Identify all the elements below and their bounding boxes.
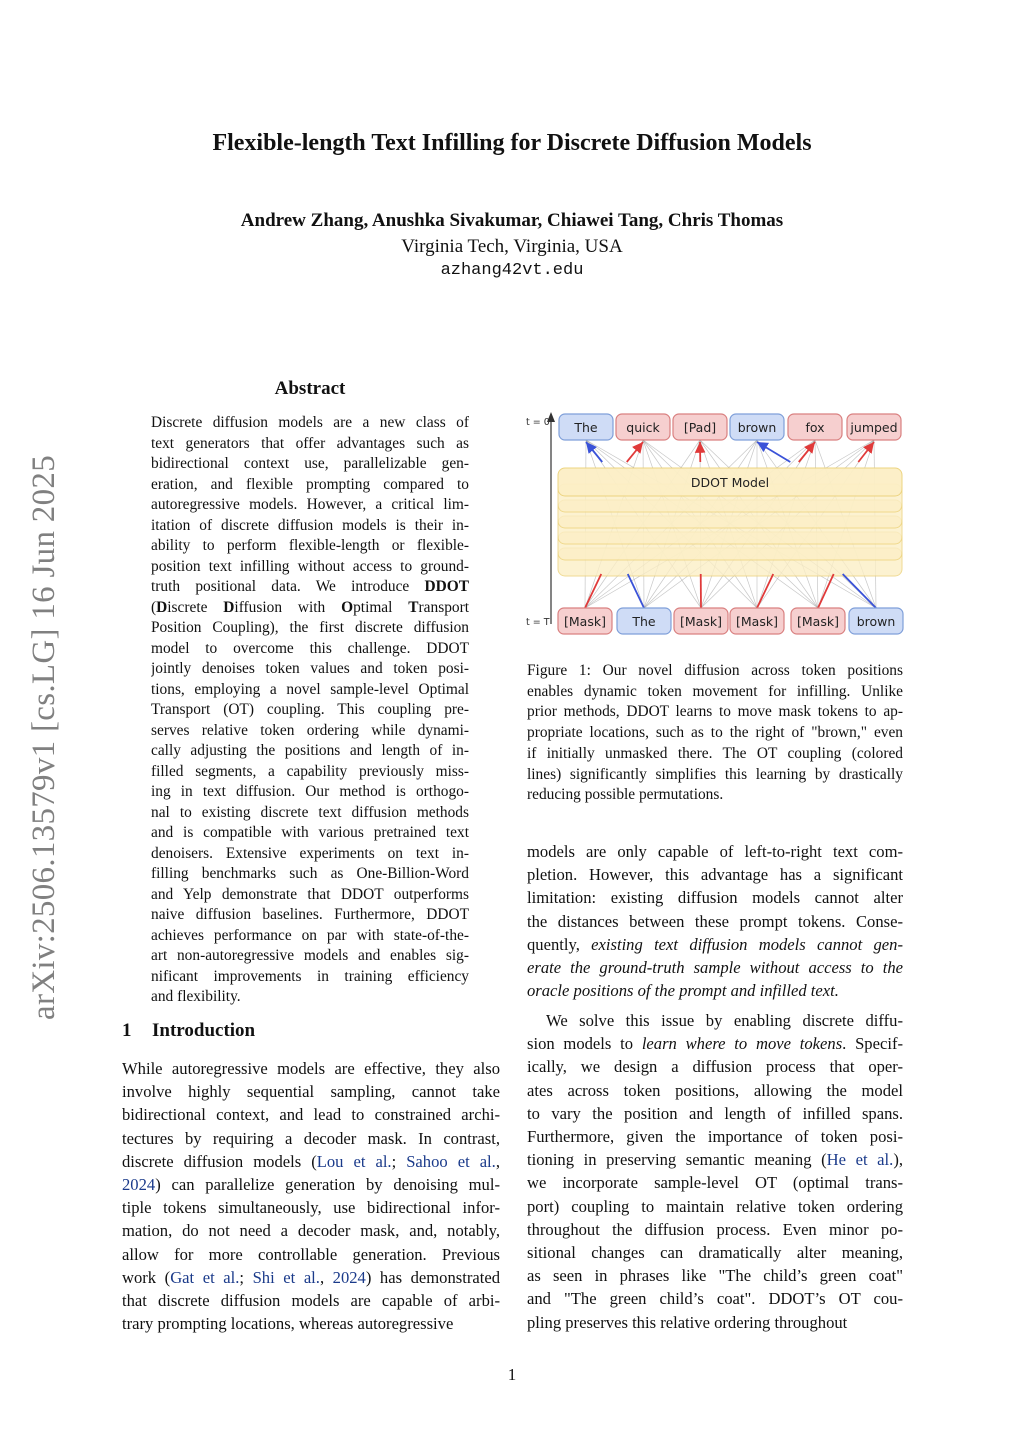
text-line: Discrete diffusion models are a new class of [151,414,469,431]
text-line: autoregressive models. However, a critical lim- [151,496,469,513]
token-text: The [632,614,656,629]
text-line: filled segments, a capability previously miss- [151,762,469,780]
noised-input-token [730,608,784,634]
figure-1 [520,406,910,647]
text-line: work (Gat et al.; Shi et al., 2024) has demonstrated [122,1267,500,1287]
text-line: limitation: existing diffusion models cannot alter [527,888,903,908]
text-line: filling benchmarks such as One-Billion-Word [151,865,469,882]
section-title: Introduction [152,1020,256,1041]
token-text: [Mask] [564,614,606,629]
text-line: and flexibility. [151,988,241,1005]
text-line: erate the ground-truth sample without access to the [527,958,903,978]
text-line: ability to perform flexible-length or flexible- [151,537,469,554]
text-line: sion models to learn where to move tokens. Specif- [527,1034,903,1054]
text-line: nificant improvements in training efficiency [151,967,469,985]
output-token [847,414,901,440]
output-token [673,414,727,440]
text-line: prior methods, DDOT learns to move mask tokens to ap- [527,703,903,721]
output-token [559,414,613,440]
text-line: mation, do not need a decoder mask, and, notably, [122,1221,500,1241]
text-line: allow for more controllable generation. Previous [122,1244,500,1264]
noised-input-token [791,608,845,634]
ot-coupling-arrow [799,442,815,462]
token-text: [Mask] [736,614,778,629]
text-line: if initially unmasked there. The OT coupling (colored [527,744,903,762]
ot-coupling-arrow [757,442,790,462]
noised-input-token [617,608,671,634]
noised-input-token [558,608,612,634]
text-line: Figure 1: Our novel diffusion across token positions [527,662,903,679]
text-line: tectures by requiring a decoder mask. In contrast, [122,1128,500,1148]
text-line: achieves performance on par with state-of-the- [151,926,469,944]
text-line: denoisers. Extensive experiments on text in- [151,844,469,862]
text-line: lines) significantly simplifies this learning by drastically [527,765,903,783]
text-line: jointly denoises token values and token posi- [151,660,469,677]
text-line: as seen in phrases like "The child’s green coat" [527,1266,903,1286]
ot-coupling-line [757,574,773,608]
output-token [730,414,784,440]
noised-input-token [849,608,903,634]
text-line: and "The green child’s coat". DDOT’s OT cou- [527,1289,903,1309]
text-line: that discrete diffusion models are capable of arbi- [122,1291,500,1311]
token-text: [Mask] [680,614,722,629]
text-line: position text infilling without access to ground- [151,557,469,575]
text-line: tions, employing a novel sample-level Optimal [151,680,469,698]
text-line: pling preserves this relative ordering throughout [527,1312,848,1332]
text-line: enables dynamic token movement for infilling. Unlike [527,682,903,700]
text-line: cally adjusting the positions and length of in- [151,742,469,759]
token-text: [Mask] [797,614,839,629]
text-line: tioning in preserving semantic meaning (He et al.), [527,1150,903,1170]
ot-coupling-line [628,574,644,608]
text-line: port) coupling to maintain relative token ordering [527,1196,903,1216]
text-line: sitional changes can dramatically alter meaning, [527,1243,903,1263]
text-line: discrete diffusion models (Lou et al.; Sahoo et al., [122,1151,500,1171]
text-line: and is compatible with various pretrained text [151,824,469,841]
text-line: bidirectional context, and lead to constrained archi- [122,1105,500,1125]
text-line: reducing possible permutations. [527,786,724,804]
text-line: and Yelp demonstrate that DDOT outperforms [151,885,469,903]
text-line: model to overcome this challenge. DDOT [151,639,469,657]
text-line: trary prompting locations, whereas autoregressive [122,1314,454,1334]
text-line: art non-autoregressive models and enables sig- [151,947,469,964]
text-line: quently, existing text diffusion models cannot gen- [527,934,903,954]
token-text: brown [856,614,896,629]
section-number: 1 [122,1020,132,1041]
text-line: the distances between these prompt tokens. Conse- [527,911,903,931]
text-line: oracle positions of the prompt and infilled text. [527,981,839,1001]
text-line: Position Coupling), the first discrete diffusion [151,619,469,636]
output-token [616,414,670,440]
token-text: brown [737,420,777,435]
text-line: ing in text diffusion. Our method is orthogo- [151,783,469,800]
text-line: serves relative token ordering while dynami- [151,721,469,739]
text-line: ically, we design a diffusion process that oper- [527,1057,903,1077]
text-line: models are only capable of left-to-right text com- [527,842,903,861]
text-line: eration, and flexible prompting compared to [151,475,469,493]
text-line: naive diffusion baselines. Furthermore, DDOT [151,906,469,923]
figure-1-diagram [520,406,910,642]
time-label-end: t = T [526,617,550,628]
section-heading-introduction [122,1020,255,1042]
token-text: [Pad] [683,420,717,435]
text-line: truth positional data. We introduce DDOT [151,578,469,595]
text-line: (Discrete Diffusion with Optimal Transport [151,598,469,616]
abstract-heading: Abstract [274,378,346,399]
ot-coupling-line [843,574,876,608]
noised-input-token [674,608,728,634]
abstract-body [151,413,469,1008]
ot-coupling-arrow [627,442,643,462]
text-line: We solve this issue by enabling discrete diffu- [546,1011,903,1030]
text-line: ates across token positions, allowing the model [527,1080,903,1100]
right-column-paragraph-1 [527,840,903,1002]
text-line: text generators that offer advantages such as [151,434,469,452]
text-line: involve highly sequential sampling, cannot take [122,1082,500,1102]
ot-coupling-arrow [858,442,874,462]
text-line: bidirectional context use, parallelizable gen- [151,455,469,472]
page-number: 1 [507,1365,517,1384]
output-token [788,414,842,440]
figure-1-caption [527,661,903,806]
text-line: to vary the position and length of infilled spans. [527,1103,903,1123]
text-line: While autoregressive models are effective, they also [122,1059,500,1078]
text-line: tiple tokens simultaneously, use bidirectional infor- [122,1198,500,1218]
token-text: jumped [850,420,898,435]
text-line: we incorporate sample-level OT (optimal trans- [527,1173,903,1193]
model-label: DDOT Model [690,475,770,490]
token-text: fox [805,420,825,435]
token-text: The [574,420,598,435]
text-line: Transport (OT) coupling. This coupling pre- [151,701,469,718]
text-line: propriate locations, such as to the right of "brown," even [527,724,903,742]
text-line: nal to existing discrete text diffusion methods [151,803,469,821]
right-column-paragraph-2 [527,1009,903,1334]
token-text: quick [626,420,660,435]
author-list: Andrew Zhang, Anushka Sivakumar, Chiawei Tang, Chris Thomas [240,210,784,231]
paper-title: Flexible-length Text Infilling for Discrete Diffusion Models [212,130,812,156]
introduction-body [122,1057,500,1335]
arxiv-identifier-stamp: arXiv:2506.13579v1 [cs.LG] 16 Jun 2025 [26,454,62,1020]
text-line: itation of discrete diffusion models is their in- [151,516,469,534]
text-line: throughout the diffusion process. Even minor po- [527,1219,903,1239]
affiliation: Virginia Tech, Virginia, USA [401,236,623,257]
time-label-start: t = 0 [526,417,550,428]
author-email: azhang42vt.edu [440,261,584,280]
text-line: pletion. However, this advantage has a significant [527,865,903,885]
text-line: Furthermore, given the importance of token posi- [527,1127,903,1147]
text-line: 2024) can parallelize generation by denoising mul- [122,1175,500,1195]
